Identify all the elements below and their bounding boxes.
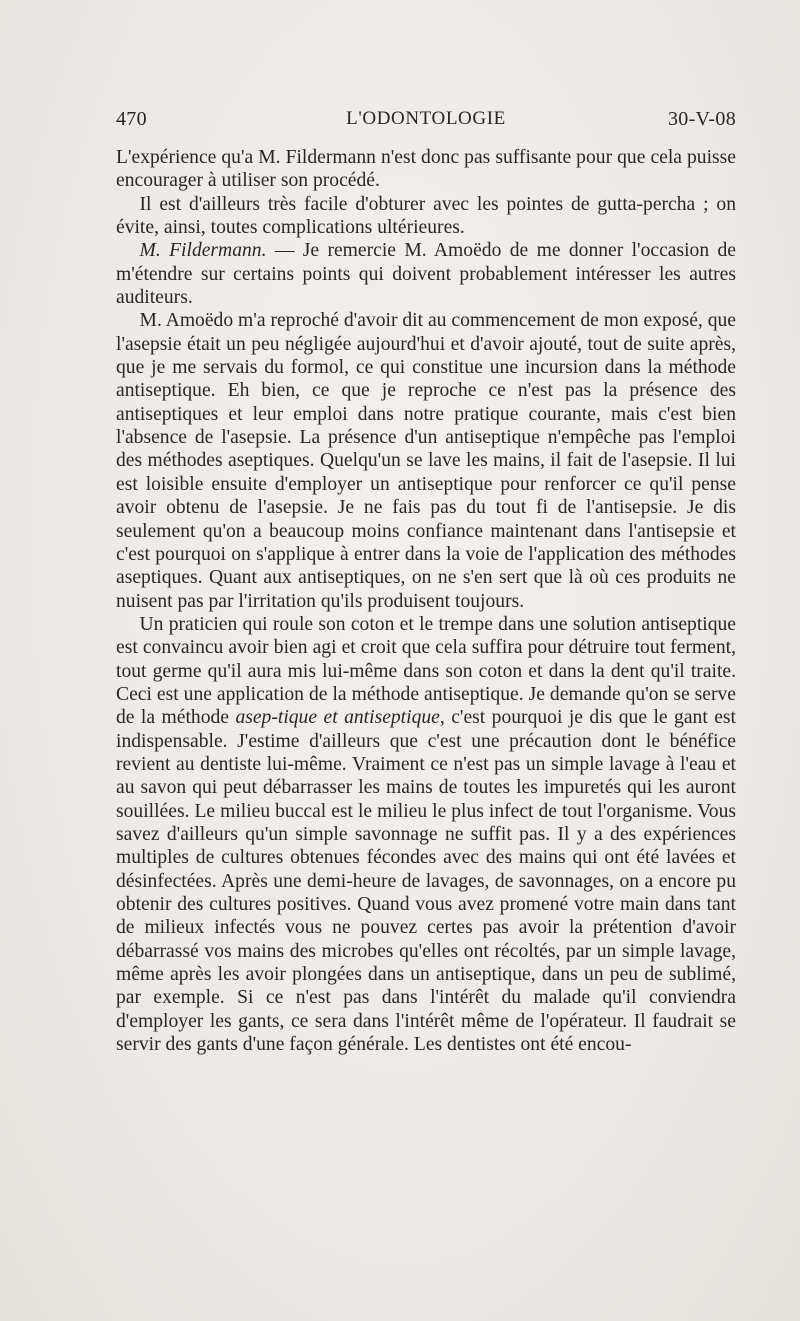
paragraph-text: — Je remercie M. Amoëdo de me donner l'occasion de m'étendre sur certains points qui doivent probablement intéresser les autres auditeurs. xyxy=(116,240,736,309)
paragraph: L'expérience qu'a M. Fildermann n'est donc pas suffisante pour que cela puisse encourager à utiliser son procédé. xyxy=(116,147,736,192)
paragraph: Il est d'ailleurs très facile d'obturer avec les pointes de gutta-percha ; on évite, ainsi, toutes complications ultérieures. xyxy=(116,193,736,239)
emphasis-text: asep-tique et antiseptique xyxy=(235,707,440,729)
paragraph-text: , c'est pourquoi je dis que le gant est indispensable. J'estime d'ailleurs que c'est une précaution dont le bénéfice revient au dentiste lui-même. Vraiment ce n'est pas un simple lavage à l'eau et au savon qui peut débarrasser les mains de toutes les impuretés qui les auront souillées. Le milieu buccal est le milieu le plus infect de tout l'organisme. Vous savez d'ailleurs qu'un simple savonnage ne suffit pas. Il y a des expériences multiples de cultures obtenues fécondes avec des mains qui ont été lavées et désinfectées. Après une demi-heure de lavages, de savonnages, on a encore pu obtenir des cultures positives. Quand vous avez promené votre main dans tant de milieux infectés vous ne pouvez certes pas avoir la prétention d'avoir débarrassé vos mains des microbes qu'elles ont récoltés, par un simple lavage, même après les avoir plongées dans un antiseptique, dans un peu de sublimé, par exemple. Si ce n'est pas dans l'intérêt du malade qu'il conviendra d'employer les gants, ce sera dans l'intérêt même de l'opérateur. Il faudrait se servir des gants d'une façon générale. Les dentistes ont été encou- xyxy=(116,707,736,1056)
running-header xyxy=(116,108,736,138)
paragraph: M. Amoëdo m'a reproché d'avoir dit au commencement de mon exposé, que l'asepsie était un peu négligée aujourd'hui et d'avoir ajouté, tout de suite après, que je me servais du formol, ce qui constitue une incursion dans la méthode antiseptique. Eh bien, ce que je reproche ce n'est pas la présence des antiseptiques et leur emploi dans notre pratique courante, mais c'est bien l'absence de l'asepsie. La présence d'un antiseptique n'empêche pas l'emploi des méthodes aseptiques. Quelqu'un se lave les mains, il fait de l'asepsie. Il lui est loisible ensuite d'employer un antiseptique pour renforcer ce qu'il pense avoir obtenu de l'asepsie. Je ne fais pas du tout fi de l'antisepsie. Je dis seulement qu'on a beaucoup moins confiance maintenant dans l'antisepsie et c'est pourquoi on s'applique à entrer dans la voie de l'application des méthodes aseptiques. Quant aux antiseptiques, on ne s'en sert que là où ces produits ne nuisent pas par l'irritation qu'ils produisent toujours. xyxy=(116,310,736,612)
running-title: L'ODONTOLOGIE xyxy=(346,108,506,129)
speaker-name: M. Fildermann. xyxy=(139,240,267,262)
paragraph-text: Un praticien qui roule son coton et le trempe dans une solution antiseptique est convaincu avoir bien agi et croit que cela suffira pour détruire tout ferment, tout germe qu'il aura mis lui-même dans son coton et dans la dent qu'il traite. Ceci est une application de la méthode antiseptique. Je demande qu'on se serve de la méthode xyxy=(116,613,736,729)
issue-date: 30-V-08 xyxy=(667,108,736,130)
paragraph xyxy=(116,239,736,309)
body-text xyxy=(116,146,736,1056)
paragraph xyxy=(116,613,736,1057)
page-number: 470 xyxy=(116,108,147,130)
